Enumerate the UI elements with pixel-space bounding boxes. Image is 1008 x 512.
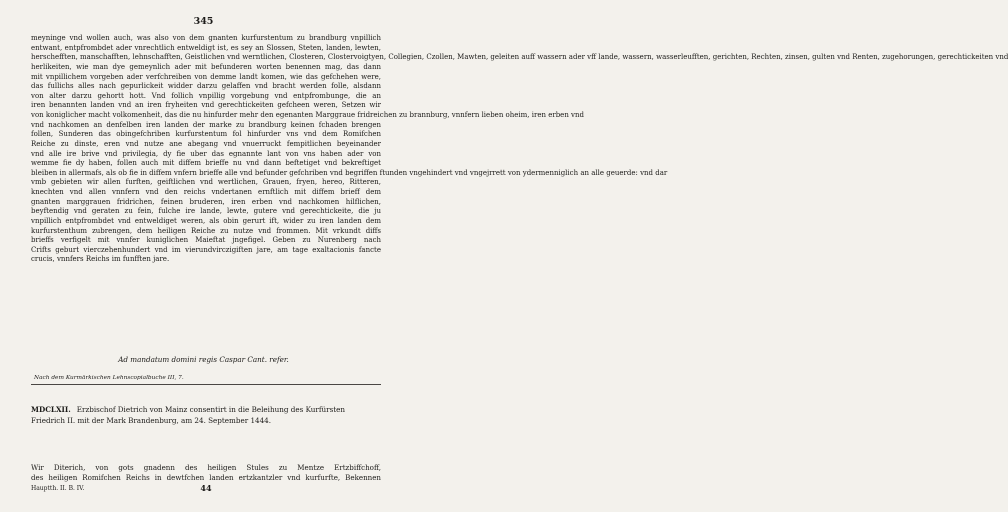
text-line: iren benannten landen vnd an iren fryheiten vnd gerechtickeiten gefcheen weren, Setzen wir	[31, 101, 381, 110]
text-line: kurfurstenthum zubrengen, dem heiligen Reiche zu nutze vnd frommen. Mit vrkundt diffs	[31, 226, 381, 235]
text-line: brieffs verfigelt mit vnnfer kuniglichen Maieftat jngefigel. Geben zu Nurenberg nach	[31, 236, 381, 245]
text-line: beyftendig vnd geraten zu fein, fulche ire lande, lewte, gutere vnd gerechtickeite, die ju	[31, 207, 381, 216]
text-line: vnd nachkomen an denfelben iren landen der marke zu brandburg keinen fchaden brengen	[31, 120, 381, 129]
text-line: meyninge vnd wollen auch, was also von dem gnanten kurfurstentum zu brandburg vnpillich	[31, 34, 381, 42]
text-line: knechten vnd allen vnnfern vnd den reichs vndertanen ernftlich mit diffem brieff dem	[31, 188, 381, 196]
signature-mark: Hauptth. II. B. IV.	[31, 485, 85, 492]
text-line: crucis, vnnfers Reichs im funfften jare.	[31, 255, 170, 264]
text-line: wemme fie dy haben, follen auch mit diffem brieffe nu vnd dann beftetiget vnd bekreftiget	[31, 159, 381, 168]
text-line: Crifts geburt vierczehenhundert vnd im vierundvirczigiften jare, am tage exaltacionis fancte	[31, 245, 381, 254]
text-line: vmb gebieten wir allen furften, geiftlichen vnd wertlichen, Grauen, fryen, hereo, Ritteren,	[31, 178, 381, 187]
mandate-note: Ad mandatum domini regis Caspar Cant. refer.	[118, 355, 289, 364]
text-line: gnanten marggrauen fridrichen, feinen bruderen, iren erben vnd nachkomen hilflichen,	[31, 197, 381, 206]
text-line: Reiche zu dinste, eren vnd nutze ane abegang vnd vnuerruckt fempitlichen beyeinander	[31, 139, 381, 148]
text-line: entwant, entpfrombdet ader vnrechtlich entweldigt ist, es sey an Slossen, Steten, landen, lewten,	[31, 43, 381, 52]
intro-line: des heiligen Romifchen Reichs in dewtfchen landen ertzkantzler vnd kurfurfte, Bekennen	[31, 472, 381, 482]
text-line: von koniglicher macht volkomenheit, das die nu hinfurder mehr den egenanten Marggraue fridreichen zu brannburg, vnnfern lieben oheim, iren erben vnd	[31, 111, 584, 119]
text-line: bleiben in allermafs, als ob fie in diffem vnfern brieffe alle vnd befunder gefchriben vnd begriffen ftunden vngehindert vnd vngejrrett von ydermenniglich an alle geuerde: vnd dar	[31, 168, 668, 177]
text-line: mit vnpillichem vorgeben ader verfchreiben von demme landt komen, wie das gefchehen were,	[31, 72, 381, 81]
section-divider	[31, 384, 381, 385]
document-title: Erzbischof Dietrich von Mainz consentirt in die Beleihung des Kurfürsten Friedrich II. mit der Mark Brandenburg, am 24. September 1444.	[31, 405, 346, 425]
text-line: vnd alle ire brive vnd privilegia, dy fie uber das egnannte lant von vns haben ader von	[31, 149, 381, 158]
text-line: von alter darzu gehortt hott. Vnd follich vnpillig vorgebung vnd entpfrombunge, die an	[31, 91, 381, 100]
charter-text	[31, 34, 1008, 265]
intro-line: Wir Diterich, von gots gnadenn des heiligen Stules zu Mentze Ertzbiffchoff,	[31, 463, 381, 472]
text-line: follen, Sunderen das obingefchriben kurfurstentum fol hinfurder vns vnd dem Romifchen	[31, 130, 381, 139]
text-line: vnpillich entpfrombdet vnd entweldiget weren, als obin gerurt ift, wider zu iren landen dem	[31, 216, 381, 225]
document-heading	[31, 404, 381, 426]
text-line: herschefften, manschafften, lehnschafften, Geistlichen vnd werntlichen, Closteren, Clostervoigtyen, Collegien, Czollen, Mawten, geleiten auff wassern ader vff lande, wassern, wasserleufften, gerichten, Rechten, zinsen, gulten vnd Renten, zugehorungen, gerechtickeiten vnd	[31, 53, 1008, 62]
text-line: herlikeiten, wie man dye gemeynlich ader mit befunderen worten benennen mag, das dann	[31, 62, 381, 71]
page-number: 345	[193, 16, 214, 27]
sheet-number: 44	[200, 483, 212, 493]
document-number: MDCLXII.	[31, 405, 71, 414]
document-intro	[31, 463, 381, 482]
source-footnote: Nach dem Kurmärkischen Lehnscopialbuche III, 7.	[34, 375, 184, 381]
text-line: das fullichs alles nach gepurlickeit widder darzu gelaffen vnd bracht werden folle, alsdann	[31, 82, 381, 91]
